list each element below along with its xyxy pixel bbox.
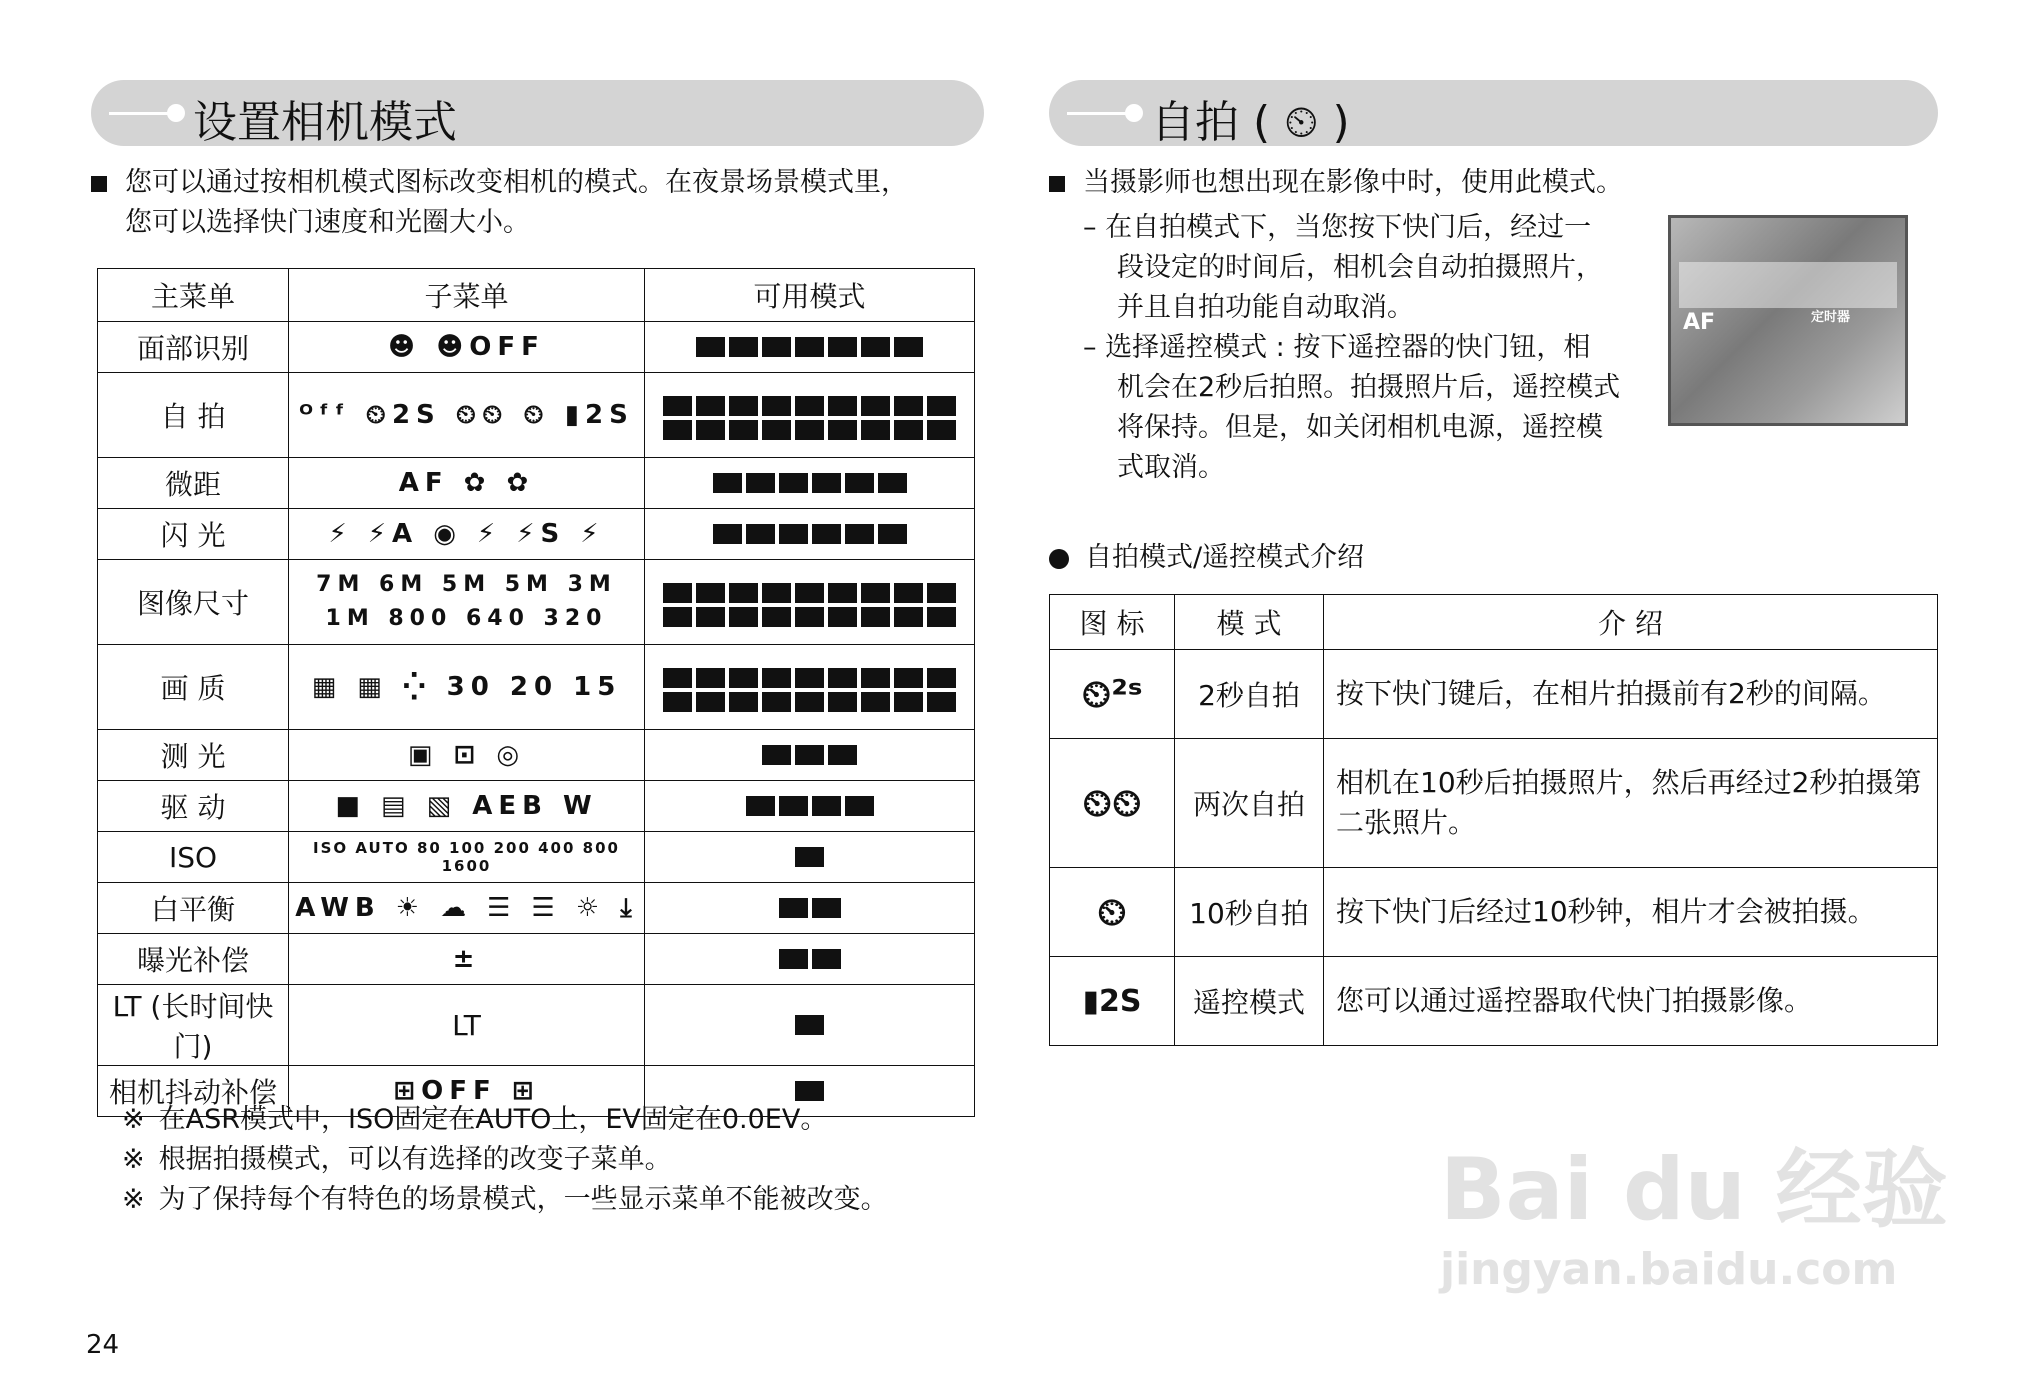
right-intro: 当摄影师也想出现在影像中时，使用此模式。 (1049, 163, 1623, 203)
submenu-icons: ☻ ☻OFF (289, 322, 645, 373)
submenu-icons: ᴼᶠᶠ ⏲2S ⏲⏲ ⏲ ▮2S (289, 373, 645, 458)
mode-icons (645, 373, 975, 458)
table-row: 驱 动 ■ ▤ ▧ AEB W (98, 781, 975, 832)
mode-icons (645, 832, 975, 883)
mode-icons (645, 781, 975, 832)
page-title: 设置相机模式 (193, 97, 457, 148)
header-description: 介 绍 (1324, 595, 1938, 650)
bullet-dot-icon (1049, 549, 1069, 569)
left-title-banner (91, 80, 984, 146)
baidu-watermark: Bai du 经验 jingyan.baidu.com (1440, 1140, 1948, 1295)
table-row: 测 光 ▣ ⊡ ◎ (98, 730, 975, 781)
header-mode: 模 式 (1175, 595, 1324, 650)
table-row: 面部识别 ☻ ☻OFF (98, 322, 975, 373)
mode-menu-table (97, 268, 975, 1117)
mode-icons (645, 560, 975, 645)
table-row: ⏲⏲ 两次自拍 相机在10秒后拍摄照片，然后再经过2秒拍摄第二张照片。 (1050, 739, 1938, 868)
table-row: ISO ISO AUTO 80 100 200 400 800 1600 (98, 832, 975, 883)
submenu-icons: ⚡ ⚡A ◉ ⚡ ⚡S ⚡ (289, 509, 645, 560)
table-row: 相机抖动补偿 ⊞OFF ⊞ (98, 1066, 975, 1117)
submenu-icons: ■ ▤ ▧ AEB W (289, 781, 645, 832)
submenu-icons: AWB ☀ ☁ ☰ ☰ ☼ ⤓ (289, 883, 645, 934)
header-sub-menu: 子菜单 (289, 269, 645, 322)
timer-label: 定时器 (1811, 310, 1851, 325)
table-row: 图像尺寸 7M 6M 5M 5M 3M 1M 800 640 320 (98, 560, 975, 645)
table-row: ⏲²ˢ 2秒自拍 按下快门键后，在相片拍摄前有2秒的间隔。 (1050, 650, 1938, 739)
left-intro: 您可以通过按相机模式图标改变相机的模式。在夜景场景模式里， 您可以选择快门速度和光圈大小。 (91, 163, 908, 243)
table-row: 曝光补偿 ± (98, 934, 975, 985)
submenu-icons: ⊞OFF ⊞ (289, 1066, 645, 1117)
submenu-icons: AF ✿ ✿ (289, 458, 645, 509)
self-timer-mode-table (1049, 594, 1938, 1046)
submenu-icons: ISO AUTO 80 100 200 400 800 1600 (289, 832, 645, 883)
mode-icons (645, 934, 975, 985)
mode-icons (645, 509, 975, 560)
timer-2s-icon: ⏲²ˢ (1050, 650, 1175, 739)
mode-icons (645, 985, 975, 1066)
timer-menu-bar (1679, 262, 1897, 308)
table-row: 微距 AF ✿ ✿ (98, 458, 975, 509)
table-row: LT (长时间快门) LT (98, 985, 975, 1066)
timer-10s-icon: ⏲ (1050, 868, 1175, 957)
mode-icons (645, 730, 975, 781)
footnotes: ※ 在ASR模式中，ISO固定在AUTO上，EV固定在0.0EV。 ※ 根据拍摄模式，可以有选择的改变子菜单。 ※ 为了保持每个有特色的场景模式，一些显示菜单不能被改变。 (122, 1100, 888, 1220)
header-icon: 图 标 (1050, 595, 1175, 650)
table-row: 自 拍 ᴼᶠᶠ ⏲2S ⏲⏲ ⏲ ▮2S (98, 373, 975, 458)
bullet-icon (1049, 176, 1065, 192)
af-label: AF (1683, 310, 1716, 335)
double-timer-icon: ⏲⏲ (1050, 739, 1175, 868)
table-row: 闪 光 ⚡ ⚡A ◉ ⚡ ⚡S ⚡ (98, 509, 975, 560)
mode-icons (645, 458, 975, 509)
right-description: – 在自拍模式下，当您按下快门后，经过一 段设定的时间后，相机会自动拍摄照片， 并且自拍功能自动取消。 – 选择遥控模式 : 按下遥控器的快门钮，相 机会在2秒后拍照。拍摄照片后，遥控模式 将保持。但是，如关闭相机电源，遥控模 式取消。 (1083, 212, 1621, 483)
table-row: ▮2S 遥控模式 您可以通过遥控器取代快门拍摄影像。 (1050, 957, 1938, 1046)
submenu-icons: ▦ ▦ ⁛ 30 20 15 (289, 645, 645, 730)
mode-icons (645, 322, 975, 373)
mode-section-heading: 自拍模式/遥控模式介绍 (1049, 538, 1364, 578)
submenu-icons: LT (289, 985, 645, 1066)
header-main-menu: 主菜单 (98, 269, 289, 322)
submenu-icons: ▣ ⊡ ◎ (289, 730, 645, 781)
submenu-icons: 7M 6M 5M 5M 3M 1M 800 640 320 (289, 560, 645, 645)
table-row: 画 质 ▦ ▦ ⁛ 30 20 15 (98, 645, 975, 730)
header-available-modes: 可用模式 (645, 269, 975, 322)
submenu-icons: ± (289, 934, 645, 985)
right-title-banner (1049, 80, 1938, 146)
table-row: ⏲ 10秒自拍 按下快门后经过10秒钟，相片才会被拍摄。 (1050, 868, 1938, 957)
page-number: 24 (86, 1330, 120, 1360)
bullet-icon (91, 176, 107, 192)
section-title: 自拍 ( ⏲ ) (1151, 97, 1350, 148)
table-row: 白平衡 AWB ☀ ☁ ☰ ☰ ☼ ⤓ (98, 883, 975, 934)
mode-icons (645, 645, 975, 730)
mode-icons (645, 883, 975, 934)
remote-icon: ▮2S (1050, 957, 1175, 1046)
camera-screen-image (1668, 215, 1908, 426)
